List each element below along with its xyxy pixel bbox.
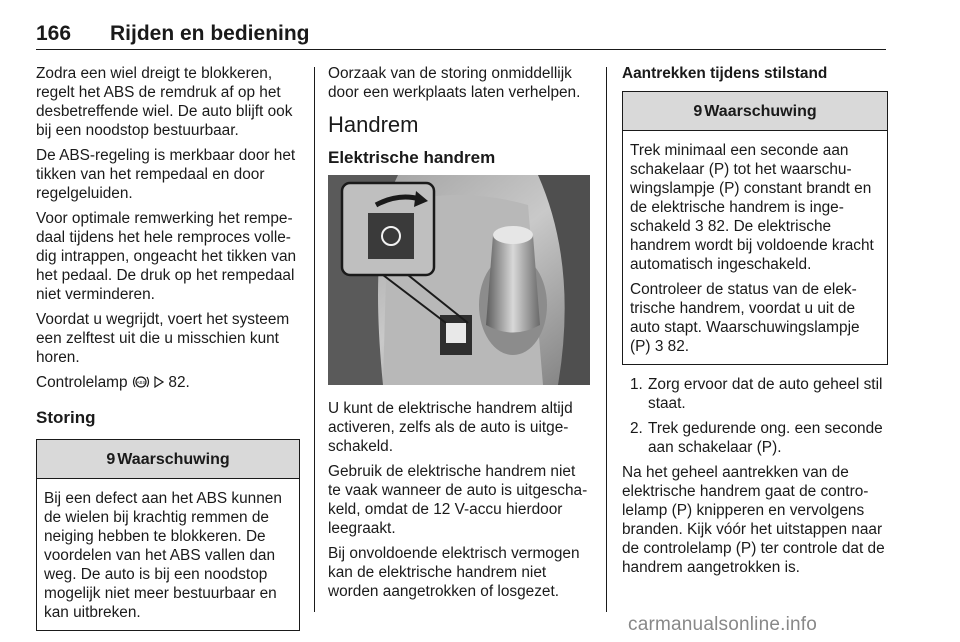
- warning-text: Bij een defect aan het ABS kunnen de wielen bij krachtig remmen de neiging hebben te blokkeren. De voordelen van het ABS vallen dan weg. De auto is bij een noodstop mogelijk niet meer bestuurbaar en kan uitbreken.: [44, 490, 282, 621]
- abs-paragraph-3: Voor optimale remwerking het rempe-daal tijdens het hele remproces volle-dig intrappen, ongeacht het tikken van het pedaal. De druk op het rempedaal niet verminderen.: [36, 210, 297, 303]
- parking-brake-icon: (P): [718, 180, 740, 197]
- warning-header: [37, 440, 299, 479]
- page-reference: 82.: [667, 338, 690, 355]
- reference-arrow-icon: [154, 376, 164, 388]
- svg-text:ABS: ABS: [136, 380, 146, 386]
- subheading-electric-handbrake: Elektrische handrem: [328, 148, 496, 167]
- section-heading-storing: Storing: [36, 408, 96, 427]
- step-number: 2.: [630, 420, 643, 437]
- column-divider-2: [606, 67, 607, 612]
- warning-header: [623, 92, 887, 131]
- warning-triangle-icon: 9: [106, 450, 116, 468]
- abs-lamp-text: Controlelamp: [36, 374, 128, 391]
- warning-text: Trek minimaal een seconde aan schakelaar: [630, 142, 849, 178]
- subheading-engage-stationary: Aantrekken tijdens stilstand: [622, 65, 828, 82]
- warning-box-handbrake: [622, 91, 888, 365]
- step-text: .: [777, 439, 782, 456]
- warning-paragraph-2: [630, 280, 880, 356]
- watermark: carmanualsonline.info: [628, 614, 818, 635]
- abs-paragraph-1: Zodra een wiel dreigt te blokkeren, regelt het ABS de remdruk af op het desbetreffende wiel. De auto blijft ook bij een noodstop bestuurbaar.: [36, 65, 293, 139]
- reference-arrow-icon: 3: [695, 218, 704, 235]
- parking-brake-icon: (P): [671, 502, 693, 519]
- column-2: [328, 64, 590, 607]
- parking-brake-icon: (P): [630, 338, 651, 355]
- page-number: 166: [36, 22, 72, 45]
- warning-triangle-icon: 9: [693, 102, 703, 120]
- abs-paragraph-4: Voordat u wegrijdt, voert het systeem een zelftest uit die u misschien kunt horen.: [36, 311, 290, 366]
- header-rule: [36, 49, 886, 50]
- warning-paragraph-1: [630, 141, 880, 274]
- handbrake-switch-photo: [328, 175, 590, 385]
- step-text: Trek gedurende ong. een seconde aan schakelaar: [648, 420, 883, 456]
- warning-text: tot het waarschu-wingslampje: [630, 161, 852, 197]
- warning-body: [623, 131, 887, 364]
- column-1: [36, 64, 300, 641]
- column-divider-1: [314, 67, 315, 612]
- list-item: [622, 419, 888, 457]
- final-paragraph: [622, 463, 888, 577]
- parking-brake-icon: (P): [756, 439, 778, 456]
- warning-text: De elektrische handrem wordt bij voldoende kracht automatisch ingeschakeld.: [630, 218, 874, 273]
- list-item: [622, 375, 888, 413]
- page-title: Rijden en bediening: [110, 22, 310, 45]
- page-reference: 82.: [707, 218, 730, 235]
- abs-paragraph-5: [36, 373, 300, 392]
- warning-text: Controleer de status van de elek-trische handrem, voordat u uit de auto stapt. Waarschuwingslampje: [630, 281, 860, 336]
- reference-arrow-icon: 3: [654, 338, 664, 355]
- page-header: [36, 22, 886, 50]
- warning-title: Waarschuwing: [704, 102, 817, 120]
- warning-title: Waarschuwing: [117, 450, 230, 468]
- warning-body: [37, 479, 299, 630]
- section-heading-handrem: Handrem: [328, 112, 419, 137]
- handbrake-paragraph-1: U kunt de elektrische handrem altijd activeren, zelfs als de auto is uitge-schakeld.: [328, 400, 573, 455]
- abs-lamp-icon: [132, 375, 150, 389]
- body-text: knipperen en vervolgens branden. Kijk vóór het uitstappen naar de controlelamp: [622, 502, 883, 557]
- body-text: Na het geheel aantrekken van de elektrische handrem gaat de contro-lelamp: [622, 464, 869, 519]
- parking-brake-icon: (P): [735, 540, 757, 557]
- parking-brake-icon: (P): [708, 161, 730, 178]
- warning-text: constant brandt en de elektrische handrem is inge-schakeld: [630, 180, 872, 235]
- handbrake-paragraph-3: Bij onvoldoende elektrisch vermogen kan de elektrische handrem niet worden aangetrokken of losgezet.: [328, 545, 580, 600]
- steps-list: [622, 375, 888, 457]
- page-reference: 82.: [168, 374, 190, 391]
- body-text: ter controle dat de handrem aangetrokken is.: [622, 540, 885, 576]
- warning-box-abs: [36, 439, 300, 631]
- abs-paragraph-2: De ABS-regeling is merkbaar door het tikken van het rempedaal en door regelgeluiden.: [36, 147, 296, 202]
- repair-paragraph: Oorzaak van de storing onmiddellijk door een werkplaats laten verhelpen.: [328, 65, 581, 101]
- column-3: [622, 64, 888, 583]
- step-number: 1.: [630, 376, 643, 393]
- handbrake-paragraph-2: Gebruik de elektrische handrem niet te vaak wanneer de auto is uitgescha-keld, omdat de 12 V-accu hierdoor leegraakt.: [328, 463, 588, 537]
- step-text: Zorg ervoor dat de auto geheel stil staat.: [648, 376, 883, 412]
